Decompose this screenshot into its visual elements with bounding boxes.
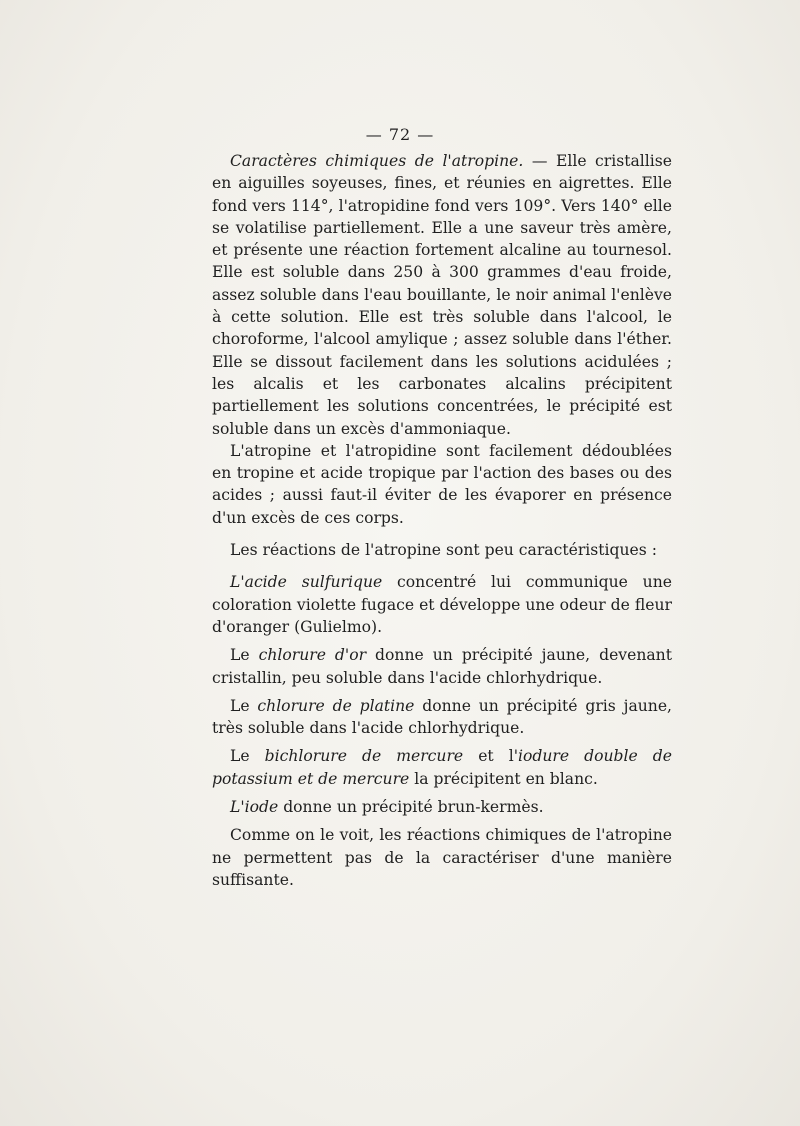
section-heading: Caractères chimiques de l'atropine. [230,152,524,170]
paragraph-conclusion: Comme on le voit, les réactions chimiques de l'atropine ne permettent pas de la caractériser d'une manière suffisante. [212,826,672,889]
body-text [212,150,672,891]
paragraph-platinum-chloride: Le chlorure de platine donne un précipité gris jaune, très soluble dans l'acide chlorhydrique. [212,696,673,738]
paragraph-reactions-intro: Les réactions de l'atropine sont peu caractéristiques : [230,541,657,560]
paragraph-sulfuric-acid: L'acide sulfurique concentré lui communique une coloration violette fugace et développe une odeur de fleur d'oranger (Gulielmo). [212,573,672,636]
paragraph-gold-chloride: Le chlorure d'or donne un précipité jaune, devenant cristallin, peu soluble dans l'acide chlorhydrique. [212,646,672,687]
paragraph-mercury-bichloride: Le bichlorure de mercure et l'iodure double de potassium et de mercure la précipitent en blanc. [212,747,672,788]
paragraph-iodine: L'iode donne un précipité brun-kermès. [230,798,544,817]
page-number: — 72 — [365,125,435,144]
paragraph-decomposition: L'atropine et l'atropidine sont facilement dédoublées en tropine et acide tropique par l'action des bases ou des acides ; aussi faut-il éviter de les évaporer en présence d'un excès de ces corps. [212,441,672,527]
paragraph-chemical-characters: Caractères chimiques de l'atropine. — Elle cristallise en aiguilles soyeuses, fines, et réunies en aigrettes. Elle fond vers 114°, l'atropidine fond vers 109°. Vers 140° elle se volatilise partiellement. Elle a une saveur très amère, et présente une réaction fortement alcaline au tournesol. Elle est soluble dans 250 à 300 grammes d'eau froide, assez soluble dans l'eau bouillante, le noir animal l'enlève à cette solution. Elle est très soluble dans l'alcool, le choroforme, l'alcool amylique ; assez soluble dans l'éther. Elle se dissout facilement dans les solutions acidulées ; les alcalis et les carbonates alcalins précipitent partiellement les solutions concentrées, le précipité est soluble dans un excès d'ammoniaque. [212,152,672,438]
